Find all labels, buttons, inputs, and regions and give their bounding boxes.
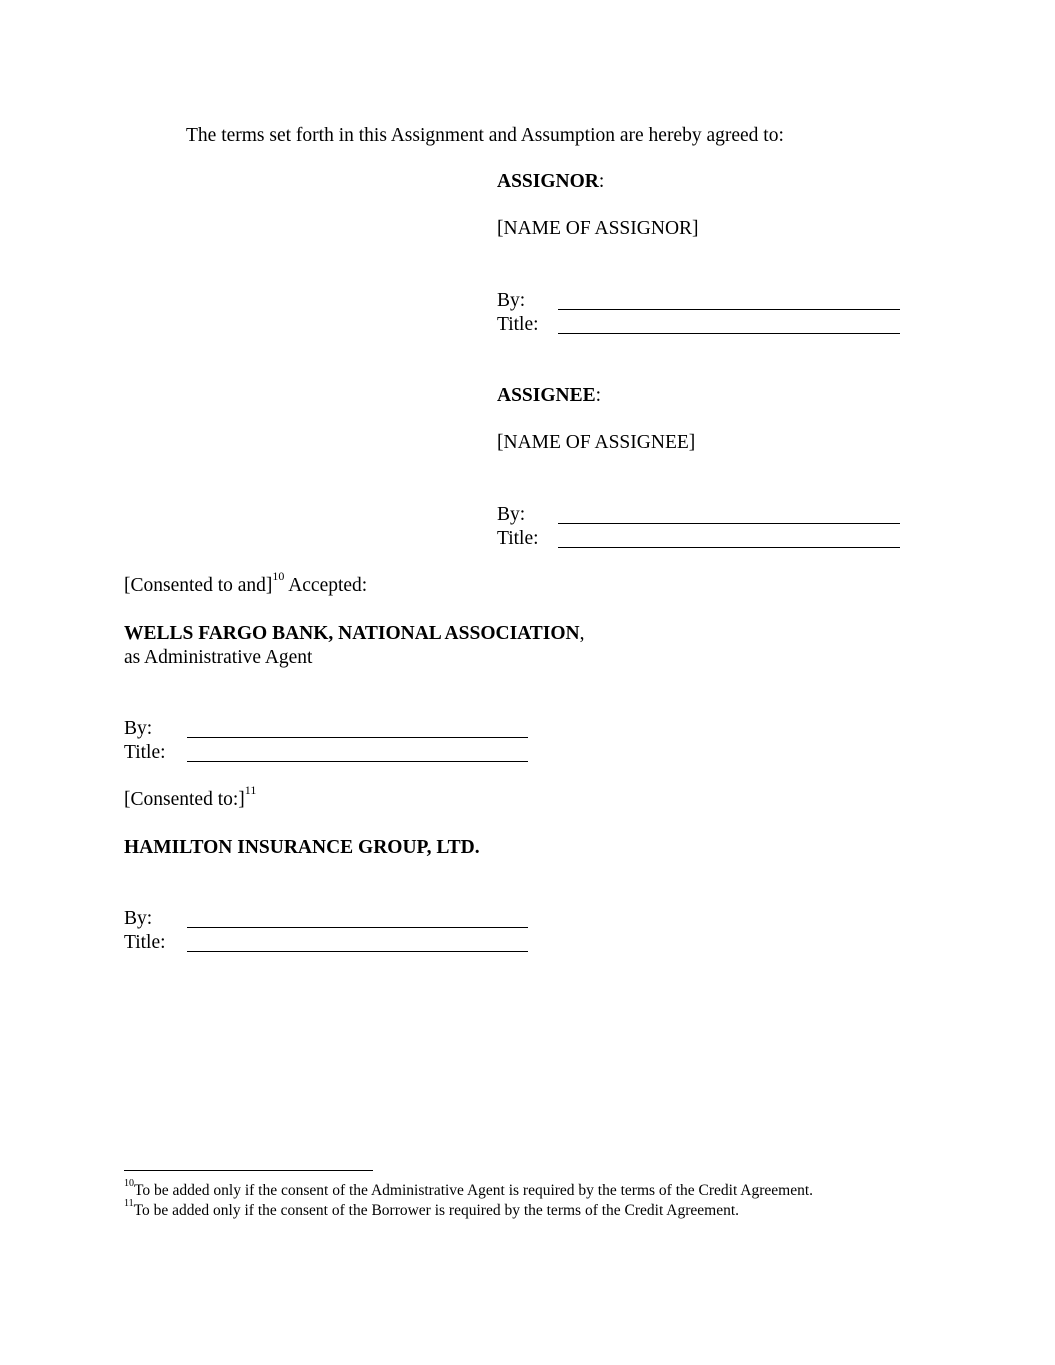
assignee-title-signature-line[interactable] [558,547,900,548]
agent-name-line [124,622,585,645]
borrower-by-label: By: [124,908,153,929]
agent-title-signature-line[interactable] [187,761,528,762]
assignee-heading-label: ASSIGNEE [497,385,596,406]
footnote-10-number: 10 [124,1178,134,1189]
agent-consent-text: [Consented to and] [124,575,273,596]
borrower-title-signature-line[interactable] [187,951,528,952]
agent-accepted-text: Accepted: [284,575,368,596]
footnote-ref-11[interactable]: 11 [244,783,257,797]
borrower-consent-text: [Consented to:] [124,789,245,810]
agent-by-label: By: [124,718,153,739]
footnote-separator [124,1170,373,1171]
footnote-ref-10[interactable]: 10 [272,569,285,583]
intro-text: The terms set forth in this Assignment and Assumption are hereby agreed to: [186,125,784,146]
footnote-11 [124,1198,740,1221]
assignor-by-label: By: [497,290,526,311]
borrower-by-signature-line[interactable] [187,927,528,928]
assignee-heading-colon: : [595,385,602,406]
assignor-heading [497,170,604,193]
agent-consent-line [124,569,368,597]
borrower-title-label: Title: [124,932,166,953]
assignor-heading-label: ASSIGNOR [497,171,599,192]
agent-name: WELLS FARGO BANK, NATIONAL ASSOCIATION [124,623,580,644]
assignor-heading-colon: : [598,171,605,192]
footnote-10-text: To be added only if the consent of the Administrative Agent is required by the terms of the Credit Agreement. [134,1182,814,1199]
assignor-name: [NAME OF ASSIGNOR] [497,218,699,239]
assignee-by-label: By: [497,504,526,525]
footnote-11-number: 11 [124,1198,134,1209]
assignee-name: [NAME OF ASSIGNEE] [497,432,696,453]
agent-role: as Administrative Agent [124,647,313,668]
borrower-consent-line [124,783,257,811]
assignee-by-signature-line[interactable] [558,523,900,524]
assignor-by-signature-line[interactable] [558,309,900,310]
assignee-heading [497,384,601,407]
footnote-10 [124,1178,814,1201]
agent-title-label: Title: [124,742,166,763]
assignor-title-label: Title: [497,314,539,335]
assignor-title-signature-line[interactable] [558,333,900,334]
footnote-11-text: To be added only if the consent of the Borrower is required by the terms of the Credit Agreement. [133,1202,740,1219]
agent-name-comma: , [579,623,585,644]
agent-by-signature-line[interactable] [187,737,528,738]
assignee-title-label: Title: [497,528,539,549]
borrower-name: HAMILTON INSURANCE GROUP, LTD. [124,837,480,858]
